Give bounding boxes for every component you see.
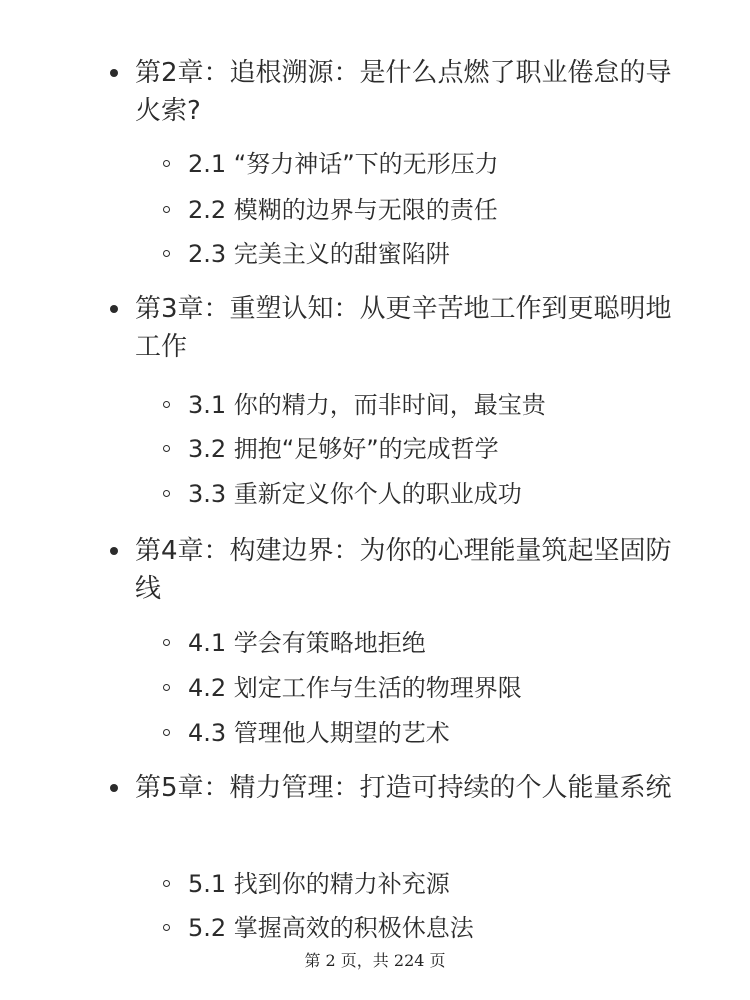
section-label: 2.3 完美主义的甜蜜陷阱 bbox=[188, 240, 450, 268]
section-label: 5.2 掌握高效的积极休息法 bbox=[188, 914, 474, 942]
section-label: 2.2 模糊的边界与无限的责任 bbox=[188, 196, 498, 224]
section-label: 5.1 找到你的精力补充源 bbox=[188, 870, 450, 898]
section-label: 4.2 划定工作与生活的物理界限 bbox=[188, 674, 522, 702]
section-label: 3.2 拥抱“足够好”的完成哲学 bbox=[188, 435, 499, 463]
hollow-bullet-icon bbox=[163, 639, 170, 646]
hollow-bullet-icon bbox=[163, 445, 170, 452]
section-label: 2.1 “努力神话”下的无形压力 bbox=[188, 150, 499, 178]
chapter-2-item bbox=[135, 54, 675, 130]
section-3-1 bbox=[188, 388, 708, 422]
section-5-2 bbox=[188, 911, 708, 945]
chapter-3-item bbox=[135, 290, 675, 366]
bullet-icon bbox=[110, 784, 118, 792]
chapter-5-item bbox=[135, 769, 675, 807]
section-label: 4.1 学会有策略地拒绝 bbox=[188, 629, 426, 657]
section-2-2 bbox=[188, 193, 708, 227]
hollow-bullet-icon bbox=[163, 160, 170, 167]
bullet-icon bbox=[110, 69, 118, 77]
page-number-footer: 第 2 页，共 224 页 bbox=[304, 951, 446, 970]
hollow-bullet-icon bbox=[163, 684, 170, 691]
chapter-4-title: 第4章：构建边界：为你的心理能量筑起坚固防线 bbox=[135, 536, 672, 604]
section-2-3 bbox=[188, 237, 708, 271]
chapter-3-title: 第3章：重塑认知：从更辛苦地工作到更聪明地工作 bbox=[135, 294, 672, 362]
hollow-bullet-icon bbox=[163, 880, 170, 887]
hollow-bullet-icon bbox=[163, 250, 170, 257]
section-label: 4.3 管理他人期望的艺术 bbox=[188, 719, 450, 747]
section-label: 3.3 重新定义你个人的职业成功 bbox=[188, 480, 522, 508]
chapter-2-title: 第2章：追根溯源：是什么点燃了职业倦怠的导火索? bbox=[135, 58, 672, 126]
chapter-4-item bbox=[135, 532, 675, 608]
section-4-1 bbox=[188, 626, 708, 660]
section-4-3 bbox=[188, 716, 708, 750]
section-4-2 bbox=[188, 671, 708, 705]
bullet-icon bbox=[110, 547, 118, 555]
chapter-5-title: 第5章：精力管理：打造可持续的个人能量系统 bbox=[135, 773, 672, 803]
hollow-bullet-icon bbox=[163, 490, 170, 497]
bullet-icon bbox=[110, 305, 118, 313]
hollow-bullet-icon bbox=[163, 401, 170, 408]
section-5-1 bbox=[188, 867, 708, 901]
section-3-2 bbox=[188, 432, 708, 466]
hollow-bullet-icon bbox=[163, 206, 170, 213]
section-3-3 bbox=[188, 477, 708, 511]
section-2-1 bbox=[188, 147, 708, 181]
section-label: 3.1 你的精力，而非时间，最宝贵 bbox=[188, 391, 546, 419]
hollow-bullet-icon bbox=[163, 729, 170, 736]
hollow-bullet-icon bbox=[163, 924, 170, 931]
